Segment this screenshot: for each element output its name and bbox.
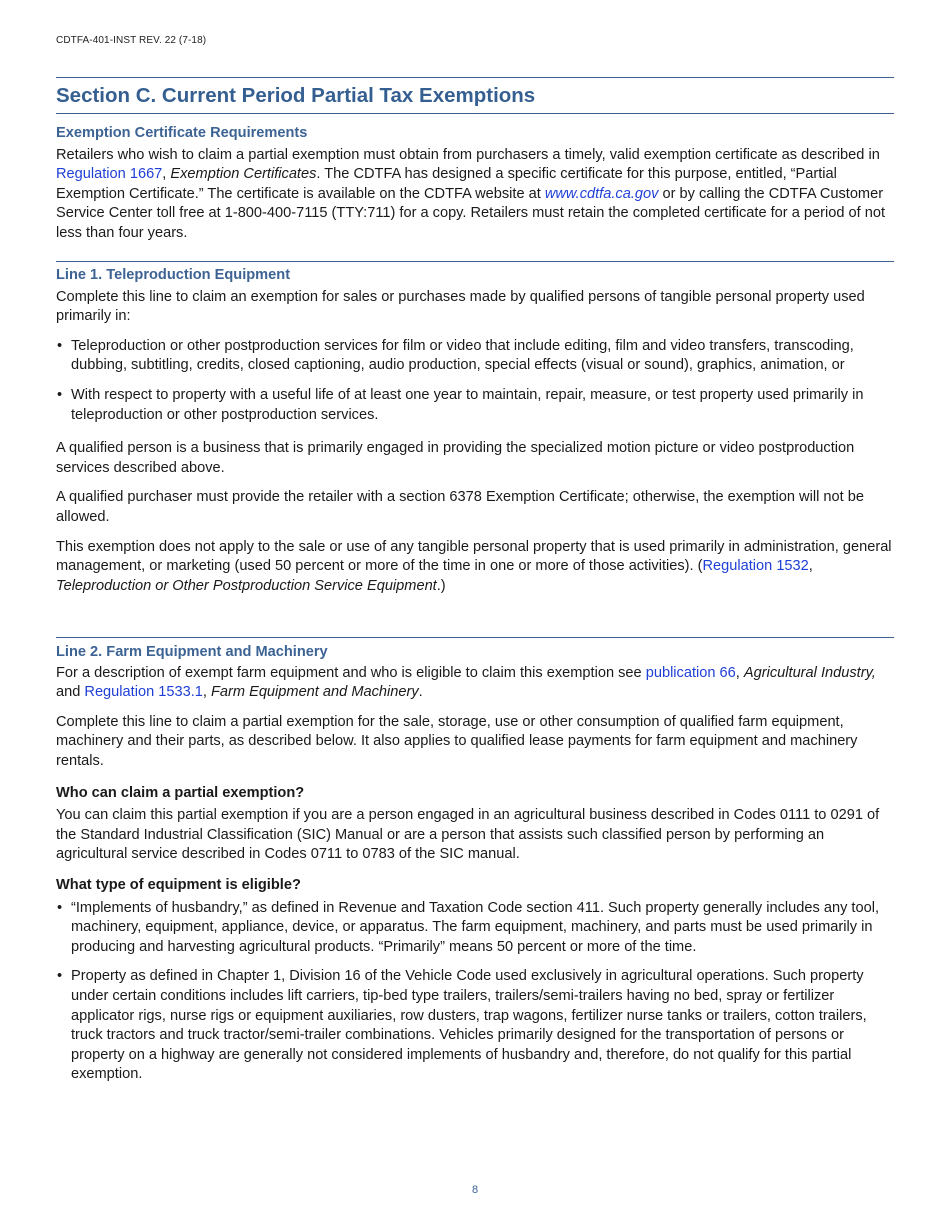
- line2-heading: Line 2. Farm Equipment and Machinery: [56, 644, 328, 660]
- line1-section: [56, 266, 894, 596]
- line1-paragraph: A qualified person is a business that is primarily engaged in providing the specialized motion picture or video postproduction services described above.: [56, 440, 855, 476]
- regulation-1533-1-link[interactable]: Regulation 1533.1: [84, 684, 203, 701]
- who-can-claim-heading: Who can claim a partial exemption?: [56, 784, 305, 801]
- eligible-equipment-list: [56, 899, 894, 1085]
- cdtfa-website-link[interactable]: www.cdtfa.ca.gov: [544, 185, 659, 202]
- line1-heading: Line 1. Teleproduction Equipment: [56, 267, 291, 283]
- exemption-certificate-section: [56, 124, 894, 244]
- section-title: Section C. Current Period Partial Tax Exemptions: [56, 84, 536, 107]
- list-item: • “Implements of husbandry,” as defined in Revenue and Taxation Code section 411. Such property generally includes any tool, machinery, equipment, appliance, device, or apparatus. The farm equipment, machinery, and parts must be used primarily in producing and harvesting agricultural products. “Primarily” means 50 percent or more of the time.: [56, 899, 894, 958]
- eligible-equipment-heading: What type of equipment is eligible?: [56, 876, 301, 893]
- regulation-1532-link[interactable]: Regulation 1532: [702, 558, 809, 575]
- line1-paragraph: A qualified purchaser must provide the retailer with a section 6378 Exemption Certificate; otherwise, the exemption will not be allowed.: [56, 489, 864, 525]
- divider: [56, 261, 894, 262]
- line1-intro: Complete this line to claim an exemption for sales or purchases made by qualified persons of tangible personal property used primarily in:: [56, 288, 865, 325]
- exemption-certificate-paragraph: Retailers who wish to claim a partial exemption must obtain from purchasers a timely, valid exemption certificate as described in Regulation 1667, Exemption Certificates. The CDTFA has designed a specific certificate for this purpose, entitled, “Partial Exemption Certificate.” The certificate is available on the CDTFA website at www.cdtfa.ca.gov or by calling the CDTFA Customer Service Center toll free at 1-800-400-7115 (TTY:711) for a copy. Retailers must retain the completed certificate for a period of not less than four years.: [56, 146, 886, 241]
- list-item: • With respect to property with a useful life of at least one year to maintain, repair, measure, or test property used primarily in teleproduction or other postproduction services.: [56, 386, 894, 425]
- line2-paragraph: For a description of exempt farm equipment and who is eligible to claim this exemption see publication 66, Agricultural Industry, and Regulation 1533.1, Farm Equipment and Machinery.: [56, 664, 876, 701]
- list-item: • Property as defined in Chapter 1, Division 16 of the Vehicle Code used exclusively in agricultural operations. Such property under certain conditions includes lift carriers, tip-bed type trailers, trailers/semi-trailers having no bed, spray or fertilizer applicator rigs, nurse rigs or equipment auxiliaries, row dusters, trap wagons, fertilizer nurse tanks or trailers, cotton trailers, truck tractors and truck tractor/semi-trailer combinations. Vehicles primarily designed for the transportation of persons or property on a highway are generally not considered implements of husbandry and, therefore, do not qualify for this partial exemption.: [56, 967, 894, 1085]
- who-can-claim-answer: You can claim this partial exemption if you are a person engaged in an agricultural business described in Codes 0111 to 0291 of the Standard Industrial Classification (SIC) Manual or are a person that assists such classified person by performing an agricultural service described in Codes 0711 to 0783 of the SIC manual.: [56, 807, 880, 863]
- line2-paragraph: Complete this line to claim a partial exemption for the sale, storage, use or other consumption of qualified farm equipment, machinery and their parts, as described below. It also applies to qualified lease payments for farm equipment and machinery rentals.: [56, 713, 858, 769]
- line1-bullet-list: [56, 337, 894, 425]
- section-header: [56, 77, 894, 114]
- list-item: • Teleproduction or other postproduction services for film or video that include editing, film and video transfers, transcoding, dubbing, subtitling, credits, closed captioning, audio production, special effects (visual or sound), graphics, animation, or: [56, 337, 894, 376]
- regulation-1667-link[interactable]: Regulation 1667: [56, 166, 163, 183]
- publication-66-link[interactable]: publication 66: [645, 664, 736, 681]
- line2-section: [56, 643, 894, 1085]
- divider: [56, 637, 894, 638]
- page-number: 8: [471, 1184, 479, 1196]
- exemption-certificate-heading: Exemption Certificate Requirements: [56, 125, 308, 141]
- line1-paragraph: This exemption does not apply to the sale or use of any tangible personal property that is used primarily in administration, general management, or marketing (used 50 percent or more of the time in one or more of those activities). (Regulation 1532, Teleproduction or Other Postproduction Service Equipment.): [56, 538, 892, 594]
- form-id: CDTFA-401-INST REV. 22 (7-18): [56, 35, 207, 46]
